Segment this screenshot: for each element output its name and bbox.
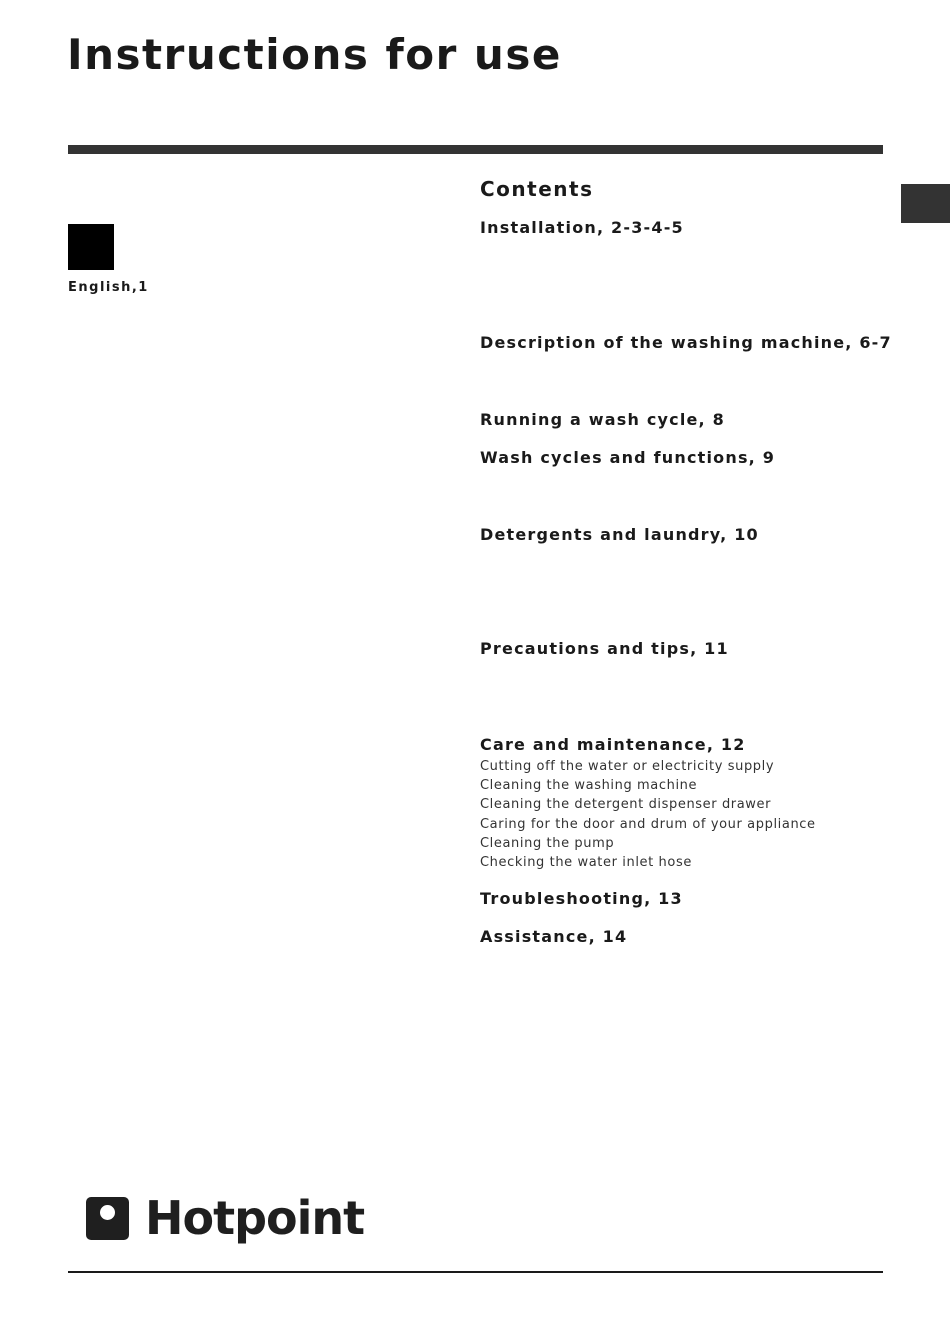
section-tab-marker xyxy=(901,184,950,223)
brand-logo xyxy=(86,1192,364,1244)
care-subitem: Cleaning the washing machine xyxy=(480,778,698,794)
care-subitem: Caring for the door and drum of your appliance xyxy=(480,816,816,832)
toc-item-troubleshooting[interactable]: Troubleshooting, 13 xyxy=(480,889,683,908)
header-divider xyxy=(68,145,883,154)
language-label: English,1 xyxy=(68,280,149,295)
footer-divider xyxy=(68,1271,883,1273)
brand-name: Hotpoint xyxy=(145,1191,365,1245)
toc-item-care-maintenance[interactable]: Care and maintenance, 12 xyxy=(480,735,746,754)
toc-item-wash-cycles-functions[interactable]: Wash cycles and functions, 9 xyxy=(480,448,776,467)
toc-item-running-wash-cycle[interactable]: Running a wash cycle, 8 xyxy=(480,410,725,429)
language-marker-icon xyxy=(68,224,114,270)
toc-item-description[interactable]: Description of the washing machine, 6-7 xyxy=(480,333,892,352)
hotpoint-logo-icon xyxy=(86,1197,129,1240)
toc-item-precautions-tips[interactable]: Precautions and tips, 11 xyxy=(480,639,729,658)
care-subitem: Cleaning the detergent dispenser drawer xyxy=(480,797,772,813)
care-subitem: Cutting off the water or electricity supply xyxy=(480,759,775,774)
page-title: Instructions for use xyxy=(67,30,562,79)
contents-heading: Contents xyxy=(480,177,594,201)
toc-item-installation[interactable]: Installation, 2-3-4-5 xyxy=(480,218,684,237)
toc-item-assistance[interactable]: Assistance, 14 xyxy=(480,927,628,946)
care-subitem: Cleaning the pump xyxy=(480,835,615,851)
care-subitem: Checking the water inlet hose xyxy=(480,855,692,871)
care-subitems-list xyxy=(480,757,816,872)
toc-item-detergents-laundry[interactable]: Detergents and laundry, 10 xyxy=(480,525,759,544)
